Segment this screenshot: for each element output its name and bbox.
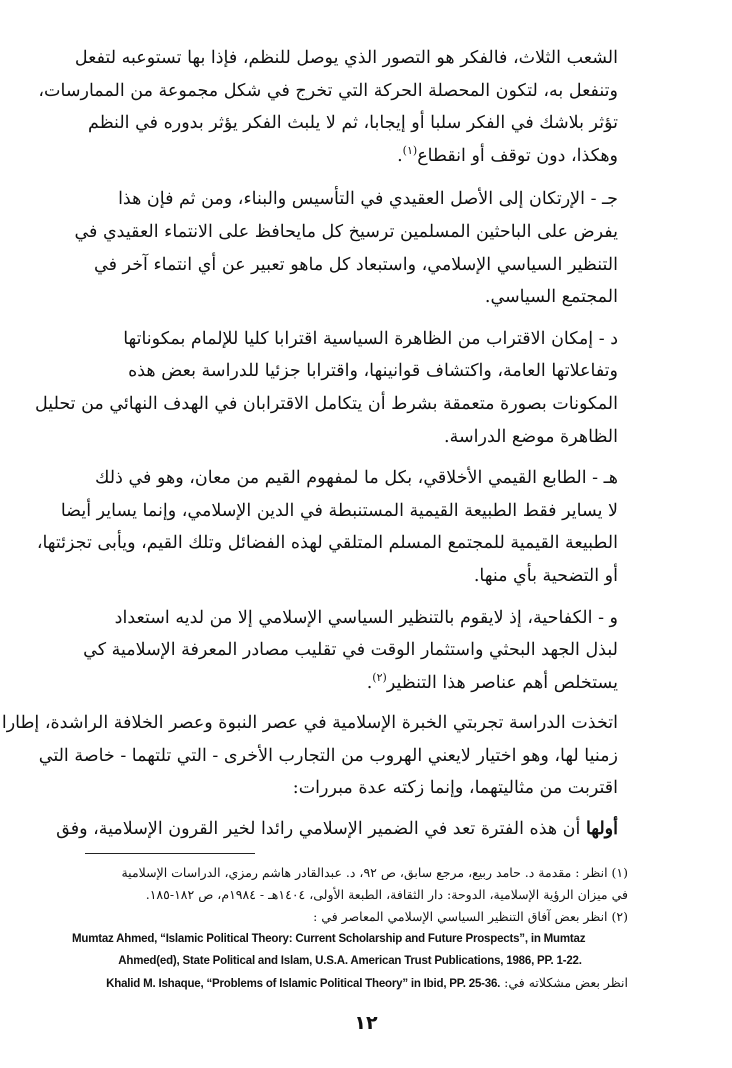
paragraph-first-reason	[56, 813, 618, 846]
paragraph-item-dal	[35, 323, 618, 453]
text-line: الظاهرة موضع الدراسة.	[444, 426, 618, 447]
footnote-1-line: (١) انظر : مقدمة د. حامد ربيع، مرجع سابق، ص ٩٢، د. عبدالقادر هاشم رمزي، الدراسات الإسلامية	[121, 865, 628, 880]
footnotes	[72, 862, 628, 995]
text-line: و - الكفاحية، إذ لايقوم بالتنظير السياسي الإسلامي إلا من لديه استعداد	[114, 607, 618, 628]
text-line: اتخذت الدراسة تجربتي الخبرة الإسلامية في عصر النبوة وعصر الخلافة الراشدة، إطارا	[1, 713, 618, 734]
text-line-with-note	[78, 667, 618, 700]
text-line: جـ - الإرتكان إلى الأصل العقيدي في التأسيس والبناء، ومن ثم فإن هذا	[118, 189, 618, 210]
text-line: تؤثر بلاشك في الفكر سلبا أو إيجابا، ثم لا يلبث الفكر يؤثر بدوره في النظم	[88, 113, 618, 134]
text-line: د - إمكان الاقتراب من الظاهرة السياسية اقترابا كليا للإلمام بمكوناتها	[123, 328, 618, 349]
footnote-arabic-run: انظر بعض مشكلاته في:	[504, 975, 628, 990]
footnote-english-run: Khalid M. Ishaque, “Problems of Islamic Political Theory” in Ibid, PP. 25-36.	[106, 978, 501, 990]
text-line: وتنفعل به، لتكون المحصلة الحركة التي تخرج في شكل مجموعة من الممارسات،	[38, 80, 618, 101]
text-run: يستخلص أهم عناصر هذا التنظير	[386, 672, 618, 693]
footnote-2-english-line: Ahmed(ed), State Political and Islam, U.S.A. American Trust Publications, 1986, PP. 1-22.	[118, 955, 582, 967]
text-line: الطبيعة القيمية للمجتمع المسلم المتلقي لهذه الفضائل وتلك القيم، ويأبى تجزئتها،	[36, 533, 618, 554]
lead-word: أولها	[585, 819, 618, 840]
text-line: المجتمع السياسي.	[484, 287, 618, 308]
text-line: الشعب الثلاث، فالفكر هو التصور الذي يوصل للنظم، فإذا بها تستوعبه لتفعل	[74, 48, 618, 68]
paragraph-intro	[38, 42, 618, 172]
text-line: التنظير السياسي الإسلامي، واستبعاد كل ماهو تعبير عن أي انتماء آخر في	[94, 254, 618, 275]
text-line: هـ - الطابع القيمي الأخلاقي، بكل ما لمفهوم القيم من معان، وهو في ذلك	[95, 468, 618, 489]
paragraph-item-ha	[36, 462, 618, 592]
text-run: .	[397, 145, 403, 166]
footnote-separator	[85, 853, 255, 854]
footnote-2-mixed-line	[72, 972, 628, 995]
footnote-2-line: (٢) انظر بعض آفاق التنظير السياسي الإسلامي المعاصر في :	[313, 909, 628, 924]
text-line-with-lead	[56, 813, 618, 846]
footnote-ref-1: (١)	[402, 143, 418, 157]
footnote-1-line: في ميزان الرؤية الإسلامية، الدوحة: دار الثقافة، الطبعة الأولى، ١٤٠٤هـ - ١٩٨٤م، ص ١٨٢-١٨٥.	[145, 887, 628, 902]
text-line-with-note	[78, 140, 618, 173]
text-line: لا يساير فقط الطبيعة القيمية المستنبطة في الدين الإسلامي، وإنما يساير أيضا	[60, 500, 618, 521]
footnote-2-english-line: Mumtaz Ahmed, “Islamic Political Theory: Current Scholarship and Future Prospects”, in Mumtaz	[72, 933, 586, 945]
footnote-ref-2: (٢)	[372, 670, 387, 684]
paragraph-item-jim	[74, 183, 618, 313]
text-line: لبذل الجهد البحثي واستثمار الوقت في تقليب مصادر المعرفة الإسلامية كي	[83, 640, 618, 661]
text-line: اقتربت من مثاليتهما، وإنما زكته عدة مبررات:	[292, 778, 618, 799]
text-line: زمنيا لها، وهو اختيار لايعني الهروب من التجارب الأخرى - التي تلتهما - خاصة التي	[38, 745, 618, 766]
text-run: .	[366, 672, 373, 693]
text-line: يفرض على الباحثين المسلمين ترسيخ كل مايحافظ على الانتماء العقيدي في	[74, 221, 618, 242]
text-line: أو التضحية بأي منها.	[473, 565, 618, 586]
paragraph-scope	[1, 707, 618, 805]
paragraph-item-waw	[78, 602, 618, 700]
page-number: ١٢	[354, 1012, 378, 1034]
text-line: المكونات بصورة متعمقة بشرط أن يتكامل الاقترابان في الهدف النهائي من تحليل	[35, 393, 618, 414]
text-line: وتفاعلاتها العامة، واكتشاف قوانينها، واقترابا جزئيا للدراسة بعض هذه	[128, 361, 618, 382]
text-run: أن هذه الفترة تعد في الضمير الإسلامي رائدا لخير القرون الإسلامية، وفق	[56, 819, 586, 840]
text-run: وهكذا، دون توقف أو انقطاع	[417, 145, 618, 166]
